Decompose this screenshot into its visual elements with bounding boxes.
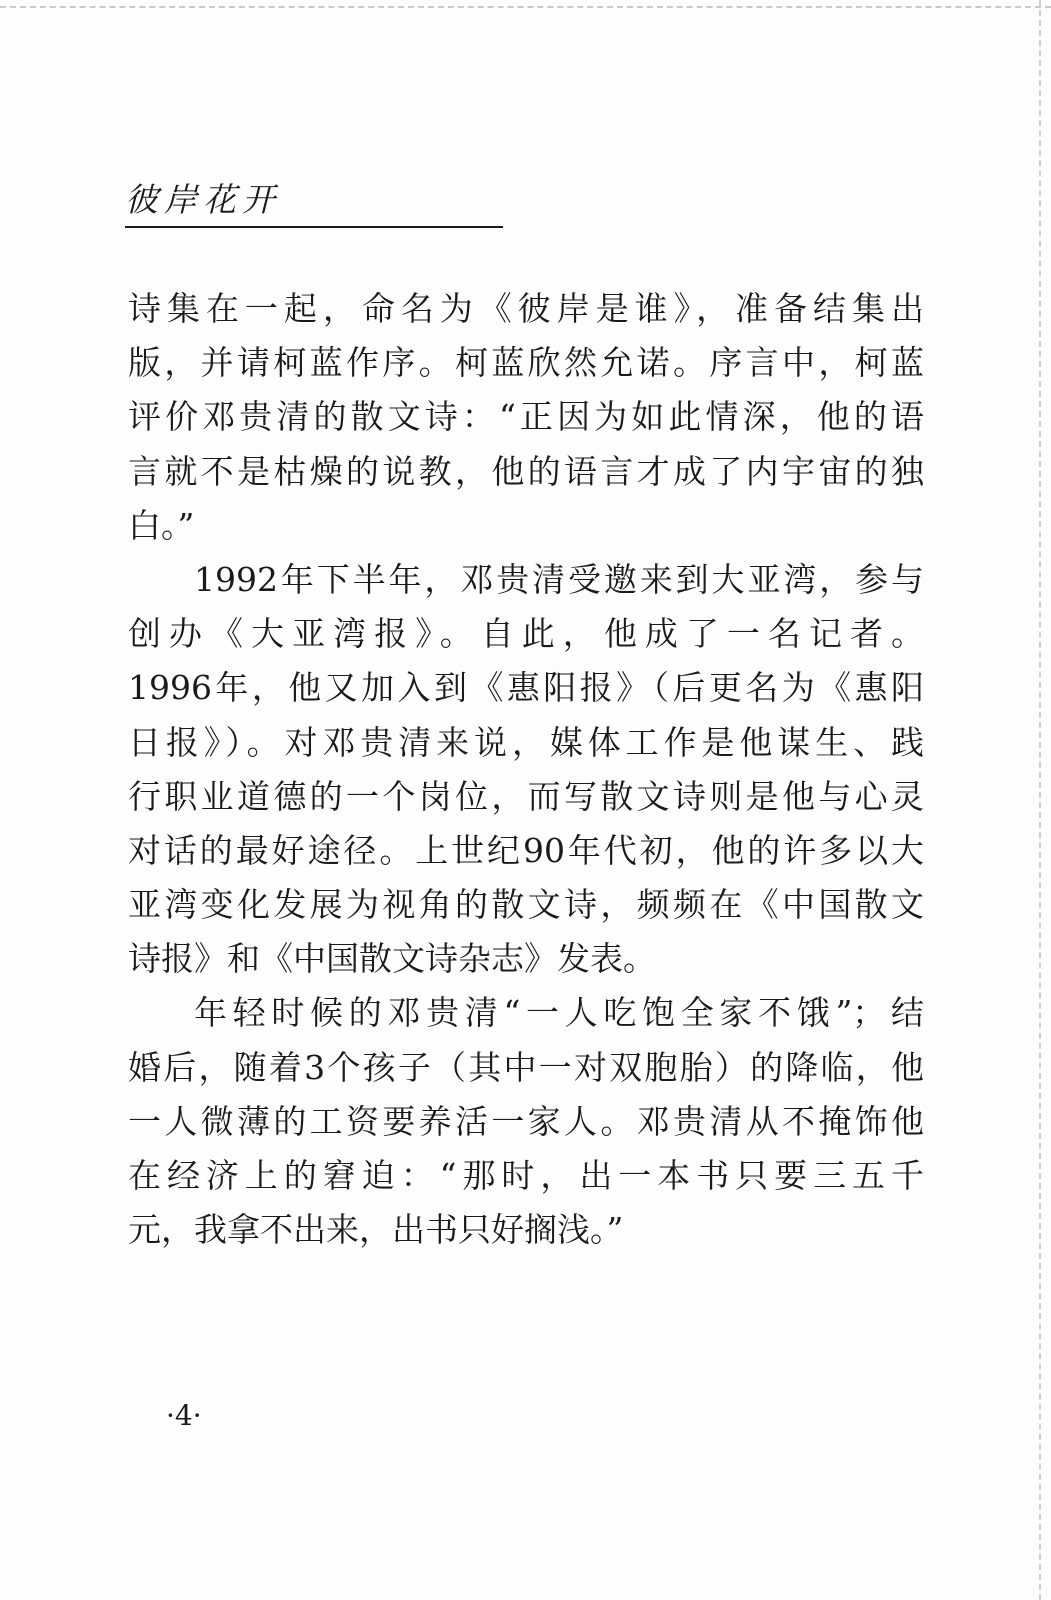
text-line: 日报》）。对邓贵清来说，媒体工作是他谋生、践: [128, 722, 924, 762]
text-line: 言就不是枯燥的说教，他的语言才成了内宇宙的独: [128, 451, 924, 491]
text-line: 诗报》和《中国散文诗杂志》发表。: [128, 939, 656, 979]
paragraph-first-line: 1992年下半年，邓贵清受邀来到大亚湾，参与: [194, 559, 924, 599]
running-header-title: 彼岸花开: [125, 180, 281, 219]
text-line: 一人微薄的工资要养活一家人。邓贵清从不掩饰他: [128, 1101, 924, 1141]
paragraph-first-line: 年轻时候的邓贵清“一人吃饱全家不饿”；结: [194, 993, 924, 1033]
text-line: 版，并请柯蓝作序。柯蓝欣然允诺。序言中，柯蓝: [128, 343, 924, 383]
text-line: 对话的最好途径。上世纪90年代初，他的许多以大: [128, 830, 924, 870]
text-line: 婚后，随着3个孩子（其中一对双胞胎）的降临，他: [128, 1047, 924, 1087]
page-top-edge: [0, 6, 1051, 8]
text-line: 亚湾变化发展为视角的散文诗，频频在《中国散文: [128, 885, 924, 925]
text-line: 评价邓贵清的散文诗：“正因为如此情深，他的语: [128, 397, 924, 437]
text-line: 诗集在一起，命名为《彼岸是谁》，准备结集出: [128, 289, 924, 328]
text-line: 1996年，他又加入到《惠阳报》（后更名为《惠阳: [128, 668, 924, 708]
body-text: [128, 282, 924, 1257]
page-number: ·4·: [166, 1399, 202, 1432]
page-right-edge: [1039, 0, 1041, 1600]
text-line: 元，我拿不出来，出书只好搁浅。”: [128, 1210, 624, 1250]
text-line: 创办《大亚湾报》。自此，他成了一名记者。: [128, 614, 924, 654]
text-line: 在经济上的窘迫：“那时，出一本书只要三五千: [128, 1156, 924, 1195]
text-line: 白。”: [128, 505, 195, 545]
running-header: [125, 180, 503, 228]
text-line: 行职业道德的一个岗位，而写散文诗则是他与心灵: [128, 776, 924, 816]
